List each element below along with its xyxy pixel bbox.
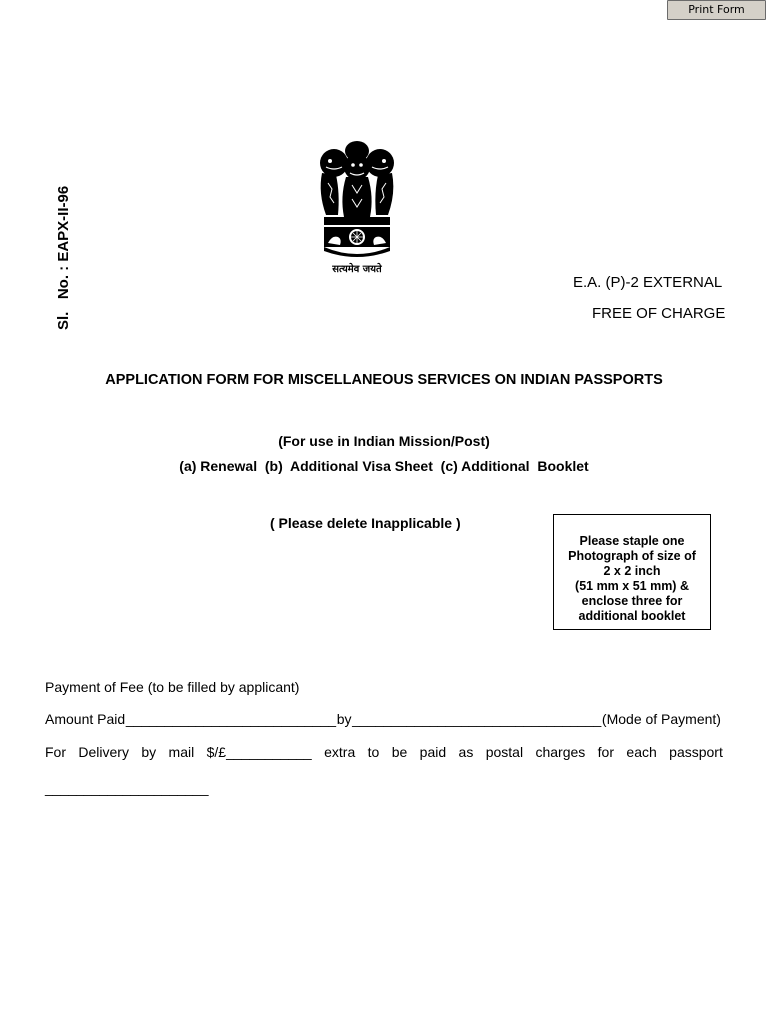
by-label: by <box>336 711 352 727</box>
delivery-word: for <box>597 744 615 760</box>
delivery-word: by <box>141 744 157 760</box>
delivery-word: as <box>458 744 474 760</box>
postal-charge-blank[interactable]: $/£___________ <box>206 744 312 760</box>
mode-of-payment-label: (Mode of Payment) <box>601 711 721 727</box>
delivery-word: postal <box>485 744 524 760</box>
delivery-word: each <box>626 744 657 760</box>
passport-count-blank[interactable]: _____________________ <box>45 780 209 796</box>
amount-paid-label: Amount Paid <box>45 711 126 727</box>
photo-instruction-line: Please staple one <box>579 534 685 548</box>
print-form-button[interactable]: Print Form <box>667 0 766 20</box>
delivery-word: charges <box>535 744 586 760</box>
photo-instruction-line: (51 mm x 51 mm) & <box>575 579 689 593</box>
photo-instruction-line: additional booklet <box>578 609 686 623</box>
use-in-note: (For use in Indian Mission/Post) <box>278 433 490 449</box>
photo-box <box>553 514 711 630</box>
photo-instruction-line: Photograph of size of <box>568 549 696 563</box>
delete-inapplicable-note: ( Please delete Inapplicable ) <box>270 515 461 531</box>
page-title: APPLICATION FORM FOR MISCELLANEOUS SERVICES ON INDIAN PASSPORTS <box>105 372 663 388</box>
svg-text:सत्यमेव जयते: सत्यमेव जयते <box>332 264 382 275</box>
delivery-word: to <box>367 744 380 760</box>
national-emblem-icon <box>312 133 402 278</box>
amount-paid-row <box>45 711 721 727</box>
form-code: E.A. (P)-2 EXTERNAL <box>573 274 723 291</box>
photo-instruction-line: 2 x 2 inch <box>603 564 661 578</box>
delivery-word: be <box>391 744 408 760</box>
delivery-word: extra <box>324 744 356 760</box>
services-list: (a) Renewal (b) Additional Visa Sheet (c) Additional Booklet <box>179 458 589 474</box>
payment-heading: Payment of Fee (to be filled by applicant) <box>45 679 300 695</box>
delivery-row <box>45 744 723 760</box>
delivery-word: mail <box>168 744 195 760</box>
amount-paid-blank[interactable]: ___________________________ <box>125 711 337 727</box>
photo-instruction-line: enclose three for <box>581 594 683 608</box>
fee-note: FREE OF CHARGE <box>592 305 726 322</box>
delivery-word: passport <box>669 744 723 760</box>
delivery-word: For <box>45 744 66 760</box>
delivery-word: paid <box>419 744 447 760</box>
serial-number: Sl. No. : EAPX-II-96 <box>55 185 72 330</box>
payment-mode-blank[interactable]: ________________________________ <box>352 711 602 727</box>
delivery-word: Delivery <box>78 744 129 760</box>
